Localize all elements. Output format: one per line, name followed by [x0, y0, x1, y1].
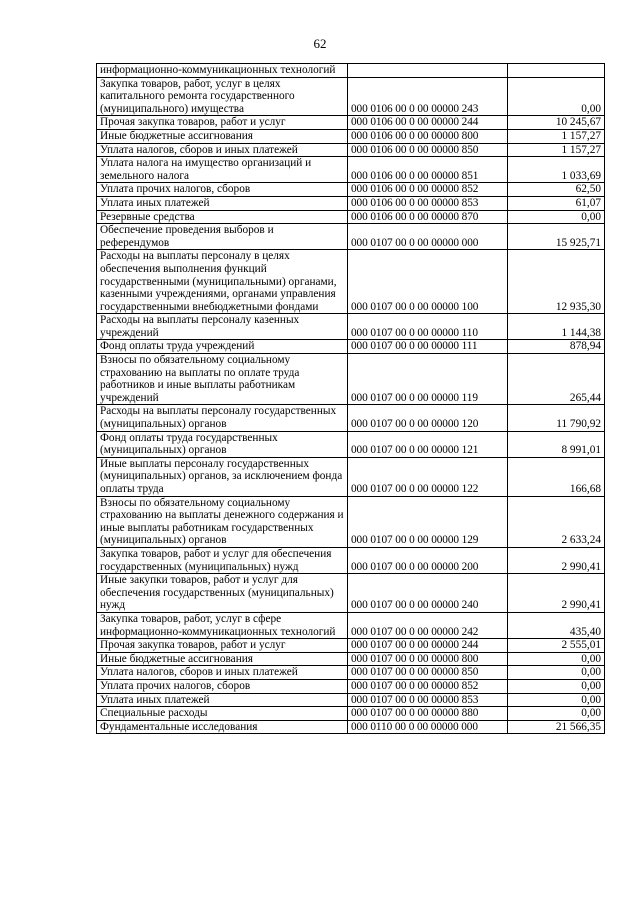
table-row [97, 612, 605, 638]
table-row [97, 196, 605, 210]
expense-name-cell: Прочая закупка товаров, работ и услуг [97, 116, 348, 130]
table-row [97, 431, 605, 457]
table-row [97, 354, 605, 405]
budget-code-cell: 000 0106 00 0 00 00000 800 [348, 129, 508, 143]
amount-cell: 11 790,92 [508, 405, 605, 431]
amount-cell: 435,40 [508, 612, 605, 638]
expense-name-cell: Закупка товаров, работ, услуг в сфере информационно-коммуникационных технологий [97, 612, 348, 638]
amount-cell: 1 157,27 [508, 129, 605, 143]
budget-code-cell: 000 0107 00 0 00 00000 852 [348, 679, 508, 693]
expense-name-cell: Фонд оплаты труда государственных (муниципальных) органов [97, 431, 348, 457]
amount-cell: 8 991,01 [508, 431, 605, 457]
amount-cell: 62,50 [508, 183, 605, 197]
table-row [97, 666, 605, 680]
budget-table-body [97, 64, 605, 734]
table-row [97, 340, 605, 354]
table-row [97, 496, 605, 547]
expense-name-cell: Уплата иных платежей [97, 693, 348, 707]
budget-code-cell: 000 0106 00 0 00 00000 853 [348, 196, 508, 210]
budget-code-cell: 000 0107 00 0 00 00000 000 [348, 224, 508, 250]
budget-code-cell: 000 0107 00 0 00 00000 200 [348, 547, 508, 573]
expense-name-cell: Обеспечение проведения выборов и референдумов [97, 224, 348, 250]
budget-code-cell: 000 0107 00 0 00 00000 880 [348, 707, 508, 721]
budget-code-cell: 000 0107 00 0 00 00000 240 [348, 574, 508, 613]
expense-name-cell: информационно-коммуникационных технологий [97, 64, 348, 78]
expense-name-cell: Специальные расходы [97, 707, 348, 721]
table-row [97, 210, 605, 224]
budget-code-cell: 000 0107 00 0 00 00000 853 [348, 693, 508, 707]
expense-name-cell: Уплата налогов, сборов и иных платежей [97, 666, 348, 680]
expense-name-cell: Уплата иных платежей [97, 196, 348, 210]
table-row [97, 129, 605, 143]
amount-cell: 1 157,27 [508, 143, 605, 157]
expense-name-cell: Расходы на выплаты персоналу казенных учреждений [97, 314, 348, 340]
expense-name-cell: Уплата налога на имущество организаций и земельного налога [97, 157, 348, 183]
table-row [97, 693, 605, 707]
table-row [97, 457, 605, 496]
expense-name-cell: Прочая закупка товаров, работ и услуг [97, 639, 348, 653]
budget-code-cell: 000 0106 00 0 00 00000 870 [348, 210, 508, 224]
amount-cell: 2 990,41 [508, 547, 605, 573]
amount-cell: 265,44 [508, 354, 605, 405]
amount-cell: 878,94 [508, 340, 605, 354]
expense-name-cell: Взносы по обязательному социальному страхованию на выплаты денежного содержания и иные выплаты работникам государственных (муниципальных) органов [97, 496, 348, 547]
amount-cell: 0,00 [508, 679, 605, 693]
budget-code-cell: 000 0107 00 0 00 00000 800 [348, 652, 508, 666]
table-row [97, 183, 605, 197]
expense-name-cell: Иные бюджетные ассигнования [97, 652, 348, 666]
page-number: 62 [313, 36, 327, 51]
expense-name-cell: Закупка товаров, работ, услуг в целях капитального ремонта государственного (муниципального) имущества [97, 77, 348, 116]
expense-name-cell: Иные закупки товаров, работ и услуг для обеспечения государственных (муниципальных) нужд [97, 574, 348, 613]
budget-table [96, 63, 605, 734]
amount-cell: 0,00 [508, 652, 605, 666]
expense-name-cell: Уплата налогов, сборов и иных платежей [97, 143, 348, 157]
amount-cell: 15 925,71 [508, 224, 605, 250]
budget-code-cell: 000 0107 00 0 00 00000 850 [348, 666, 508, 680]
amount-cell: 2 990,41 [508, 574, 605, 613]
amount-cell: 0,00 [508, 707, 605, 721]
table-row [97, 574, 605, 613]
expense-name-cell: Резервные средства [97, 210, 348, 224]
table-row [97, 143, 605, 157]
budget-code-cell: 000 0107 00 0 00 00000 120 [348, 405, 508, 431]
budget-code-cell: 000 0106 00 0 00 00000 244 [348, 116, 508, 130]
table-row [97, 679, 605, 693]
expense-name-cell: Уплата прочих налогов, сборов [97, 183, 348, 197]
amount-cell: 2 555,01 [508, 639, 605, 653]
budget-code-cell: 000 0107 00 0 00 00000 100 [348, 250, 508, 314]
budget-code-cell: 000 0107 00 0 00 00000 121 [348, 431, 508, 457]
budget-code-cell: 000 0106 00 0 00 00000 243 [348, 77, 508, 116]
amount-cell: 0,00 [508, 77, 605, 116]
table-row [97, 720, 605, 734]
budget-code-cell: 000 0107 00 0 00 00000 244 [348, 639, 508, 653]
table-row [97, 77, 605, 116]
budget-code-cell: 000 0107 00 0 00 00000 110 [348, 314, 508, 340]
budget-code-cell: 000 0107 00 0 00 00000 111 [348, 340, 508, 354]
expense-name-cell: Иные бюджетные ассигнования [97, 129, 348, 143]
amount-cell: 1 033,69 [508, 157, 605, 183]
budget-code-cell: 000 0107 00 0 00 00000 119 [348, 354, 508, 405]
budget-code-cell [348, 64, 508, 78]
expense-name-cell: Иные выплаты персоналу государственных (муниципальных) органов, за исключением фонда оплаты труда [97, 457, 348, 496]
expense-name-cell: Расходы на выплаты персоналу государственных (муниципальных) органов [97, 405, 348, 431]
amount-cell: 10 245,67 [508, 116, 605, 130]
amount-cell: 0,00 [508, 666, 605, 680]
expense-name-cell: Фонд оплаты труда учреждений [97, 340, 348, 354]
budget-code-cell: 000 0107 00 0 00 00000 129 [348, 496, 508, 547]
budget-code-cell: 000 0110 00 0 00 00000 000 [348, 720, 508, 734]
amount-cell: 0,00 [508, 210, 605, 224]
table-row [97, 314, 605, 340]
expense-name-cell: Уплата прочих налогов, сборов [97, 679, 348, 693]
table-row [97, 157, 605, 183]
budget-code-cell: 000 0106 00 0 00 00000 851 [348, 157, 508, 183]
table-row [97, 405, 605, 431]
amount-cell: 12 935,30 [508, 250, 605, 314]
budget-code-cell: 000 0107 00 0 00 00000 122 [348, 457, 508, 496]
table-row [97, 224, 605, 250]
table-row [97, 64, 605, 78]
expense-name-cell: Фундаментальные исследования [97, 720, 348, 734]
expense-name-cell: Расходы на выплаты персоналу в целях обеспечения выполнения функций государственными (муниципальными) органами, казенными учреждениями, органами управления государственными внебюджетными фондами [97, 250, 348, 314]
amount-cell: 166,68 [508, 457, 605, 496]
table-row [97, 250, 605, 314]
amount-cell: 21 566,35 [508, 720, 605, 734]
table-row [97, 547, 605, 573]
amount-cell: 1 144,38 [508, 314, 605, 340]
amount-cell: 0,00 [508, 693, 605, 707]
table-row [97, 116, 605, 130]
budget-code-cell: 000 0106 00 0 00 00000 852 [348, 183, 508, 197]
amount-cell: 2 633,24 [508, 496, 605, 547]
budget-code-cell: 000 0107 00 0 00 00000 242 [348, 612, 508, 638]
expense-name-cell: Закупка товаров, работ и услуг для обеспечения государственных (муниципальных) нужд [97, 547, 348, 573]
amount-cell [508, 64, 605, 78]
amount-cell: 61,07 [508, 196, 605, 210]
expense-name-cell: Взносы по обязательному социальному страхованию на выплаты по оплате труда работников и иные выплаты работникам учреждений [97, 354, 348, 405]
table-row [97, 652, 605, 666]
table-row [97, 707, 605, 721]
table-row [97, 639, 605, 653]
budget-code-cell: 000 0106 00 0 00 00000 850 [348, 143, 508, 157]
